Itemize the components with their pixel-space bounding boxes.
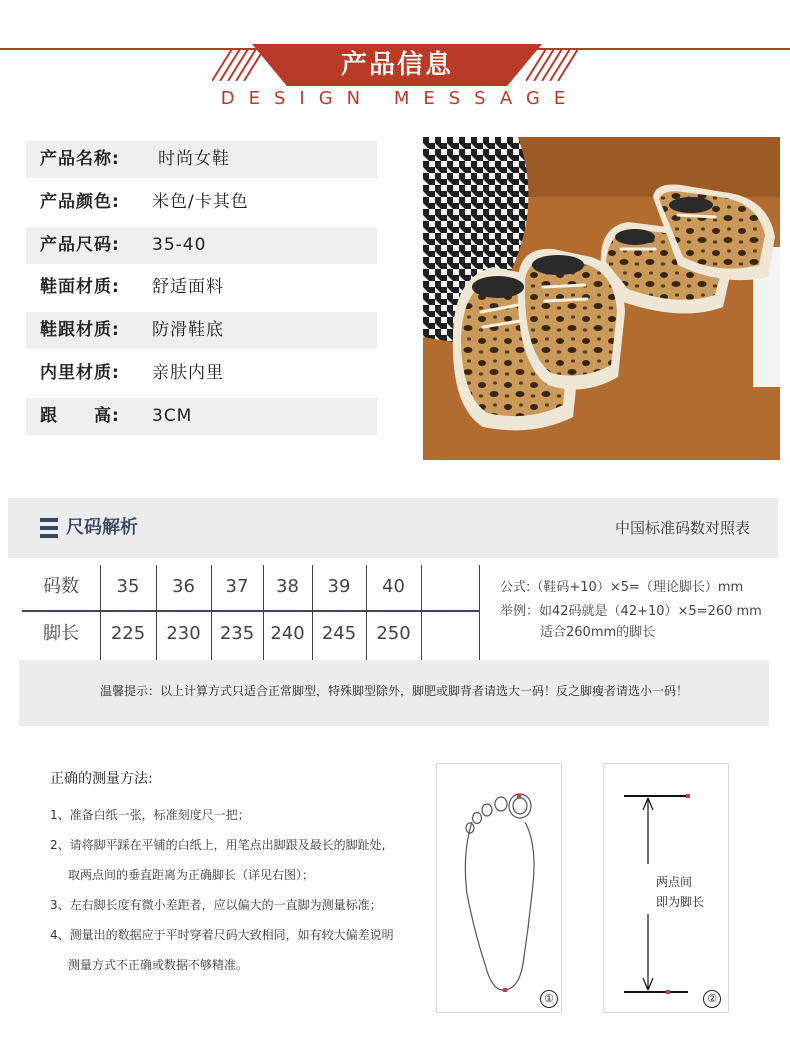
info-value: 舒适面料 [152, 277, 224, 297]
table-vline [312, 565, 313, 660]
info-label: 产品颜色: [40, 192, 120, 212]
info-label: 产品名称: [40, 149, 120, 169]
length-cell: 230 [166, 623, 201, 644]
table-vline [263, 565, 264, 660]
info-row-heel-height [26, 398, 377, 435]
measure-diagram-box [603, 763, 729, 1013]
info-value: 米色/卡其色 [152, 192, 249, 212]
measure-label-line: 即为脚长 [656, 895, 705, 909]
method-step: 1、准备白纸一张，标准刻度尺一把； [50, 808, 250, 822]
length-cell: 240 [270, 623, 305, 644]
size-row-label: 脚长 [43, 623, 79, 644]
size-cell: 36 [172, 576, 195, 597]
shoe-illustration [423, 137, 780, 460]
length-cell: 250 [376, 623, 411, 644]
info-value: 时尚女鞋 [158, 149, 230, 169]
method-step: 3、左右脚长度有微小差距者，应以偏大的一直脚为测量标准； [50, 898, 382, 912]
measure-label [656, 872, 704, 912]
formula-line: 公式:（鞋码+10）×5=（理论脚长）mm [500, 580, 744, 595]
size-table [22, 565, 480, 660]
info-value: 3CM [152, 406, 193, 426]
size-section-header [8, 498, 778, 558]
method-step: 2、请将脚平踩在平铺的白纸上，用笔点出脚跟及最长的脚趾处, [50, 838, 386, 852]
info-row-name [26, 141, 377, 178]
size-cell: 39 [327, 576, 351, 597]
method-step: 测量方式不正确或数据不够精准。 [68, 958, 249, 972]
table-vline [366, 565, 367, 660]
size-cell: 38 [276, 576, 299, 597]
info-row-upper [26, 269, 377, 306]
size-section-title: 尺码解析 [66, 517, 138, 538]
size-cell: 37 [225, 576, 249, 597]
length-cell: 245 [321, 623, 357, 644]
size-cell: 35 [116, 576, 140, 597]
size-row-length [22, 612, 480, 656]
info-label: 内里材质: [40, 363, 120, 383]
length-cell: 235 [219, 623, 255, 644]
info-row-color [26, 184, 377, 221]
size-row-code [22, 565, 480, 609]
foot-diagram-box [436, 763, 562, 1013]
measure-label-line: 两点间 [656, 875, 693, 889]
diagram-number: ① [540, 990, 558, 1008]
table-vline [421, 565, 422, 660]
length-cell: 225 [110, 623, 146, 644]
product-photo [423, 137, 780, 460]
diagram-number: ② [703, 990, 721, 1008]
info-label: 鞋面材质: [40, 277, 120, 297]
method-step: 4、测量出的数据应于平时穿着尺码大致相同，如有较大偏差说明 [50, 928, 394, 942]
table-vline [479, 565, 480, 660]
info-value: 35-40 [152, 235, 207, 255]
page-subtitle: DESIGN MESSAGE [220, 88, 580, 109]
info-label: 鞋跟材质: [40, 320, 120, 340]
info-row-heel-material [26, 312, 377, 349]
table-vline [100, 565, 101, 660]
size-cell: 40 [382, 576, 405, 597]
info-label: 跟 高: [40, 406, 120, 426]
info-row-lining [26, 355, 377, 392]
foot-outline-icon [437, 764, 563, 1014]
formula-example-note: 适合260mm的脚长 [540, 625, 656, 640]
menu-icon [40, 518, 58, 538]
size-section-right-title: 中国标准码数对照表 [614, 519, 750, 537]
formula-example: 举例：如42码就是（42+10）×5=260 mm [500, 604, 762, 619]
info-value: 防滑鞋底 [152, 320, 224, 340]
info-row-size [26, 227, 377, 264]
method-step: 取两点间的垂直距离为正确脚长（详见右图）； [68, 868, 315, 882]
table-vline [211, 565, 212, 660]
info-value: 亲肤内里 [152, 363, 224, 383]
size-row-label: 码数 [43, 576, 79, 597]
method-title: 正确的测量方法: [50, 771, 153, 787]
page-title: 产品信息 [340, 50, 453, 80]
info-label: 产品尺码: [40, 235, 120, 255]
tip-banner: 温馨提示：以上计算方式只适合正常脚型，特殊脚型除外，脚肥或脚背者请选大一码！反之脚瘦者请选小一码！ [19, 660, 769, 726]
table-vline [156, 565, 157, 660]
